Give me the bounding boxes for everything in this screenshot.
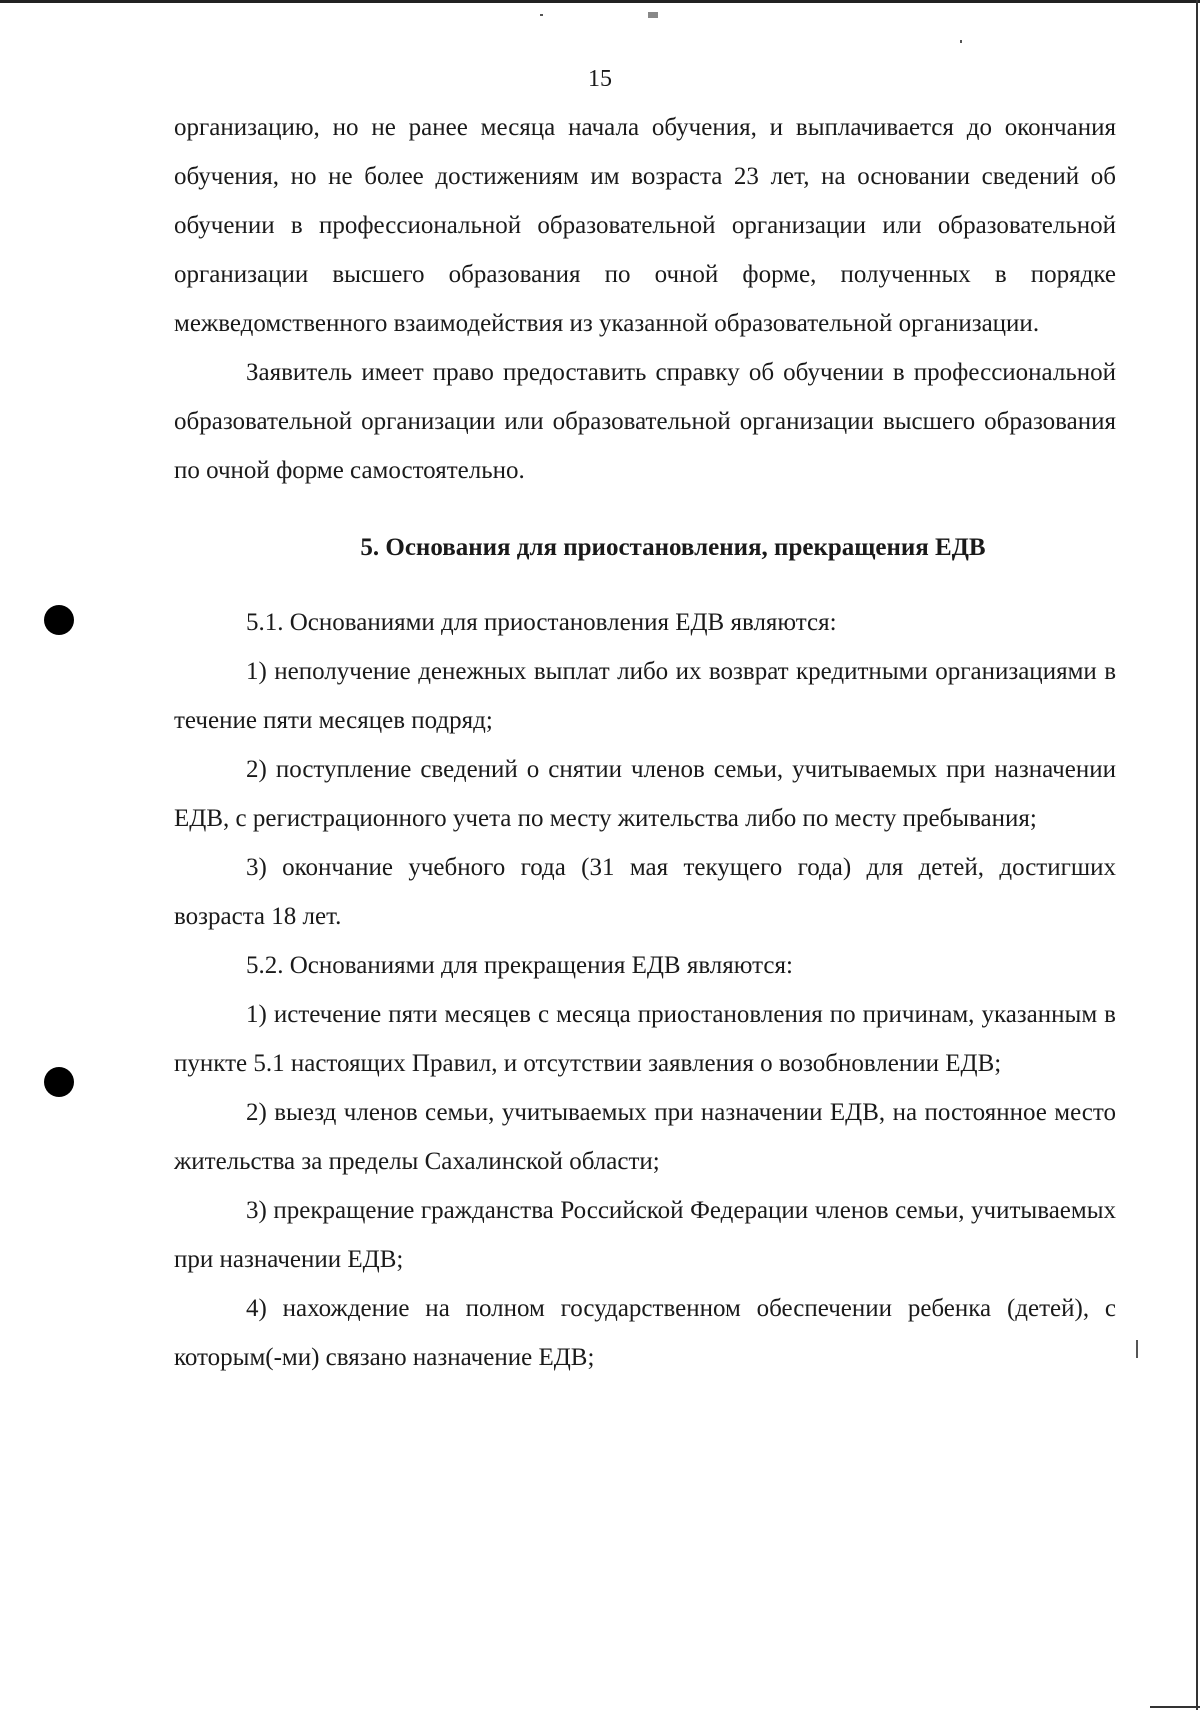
scan-speck — [648, 12, 658, 18]
scan-speck — [1136, 1340, 1138, 1358]
suspension-item: 1) неполучение денежных выплат либо их возврат кредитными организациями в течение пяти месяцев подряд; — [174, 658, 1116, 734]
body-paragraph: Заявитель имеет право предоставить справку об обучении в профессиональной образовательной организации или образовательной организации высшего образования по очной форме самостоятельно. — [174, 359, 1116, 484]
termination-item: 4) нахождение на полном государственном обеспечении ребенка (детей), с которым(-ми) связано назначение ЕДВ; — [174, 1295, 1116, 1371]
suspension-item: 2) поступление сведений о снятии членов семьи, учитываемых при назначении ЕДВ, с регистрационного учета по месту жительства либо по месту пребывания; — [174, 756, 1116, 832]
termination-item: 3) прекращение гражданства Российской Федерации членов семьи, учитываемых при назначении ЕДВ; — [174, 1197, 1116, 1273]
scan-right-edge — [1196, 0, 1198, 1710]
section-heading: 5. Основания для приостановления, прекращения ЕДВ — [360, 534, 986, 561]
page-number: 15 — [588, 66, 612, 92]
scan-bottom-edge — [1150, 1706, 1200, 1708]
termination-item: 2) выезд членов семьи, учитываемых при назначении ЕДВ, на постоянное место жительства за пределы Сахалинской области; — [174, 1099, 1116, 1175]
termination-lead: 5.2. Основаниями для прекращения ЕДВ являются: — [246, 952, 793, 979]
punch-hole — [44, 1067, 74, 1097]
document-body — [174, 103, 1116, 1382]
suspension-lead: 5.1. Основаниями для приостановления ЕДВ являются: — [246, 609, 837, 636]
termination-item: 1) истечение пяти месяцев с месяца приостановления по причинам, указанным в пункте 5.1 настоящих Правил, и отсутствии заявления о возобновлении ЕДВ; — [174, 1001, 1116, 1077]
body-paragraph: организацию, но не ранее месяца начала обучения, и выплачивается до окончания обучения, но не более достижениям им возраста 23 лет, на основании сведений об обучении в профессиональной образовательной организации или образовательной организации высшего образования по очной форме, полученных в порядке межведомственного взаимодействия из указанной образовательной организации. — [174, 114, 1116, 337]
punch-hole — [44, 605, 74, 635]
scan-top-edge — [0, 0, 1200, 3]
suspension-item: 3) окончание учебного года (31 мая текущего года) для детей, достигших возраста 18 лет. — [174, 854, 1116, 930]
scan-speck — [960, 40, 962, 43]
scan-speck — [540, 14, 543, 16]
